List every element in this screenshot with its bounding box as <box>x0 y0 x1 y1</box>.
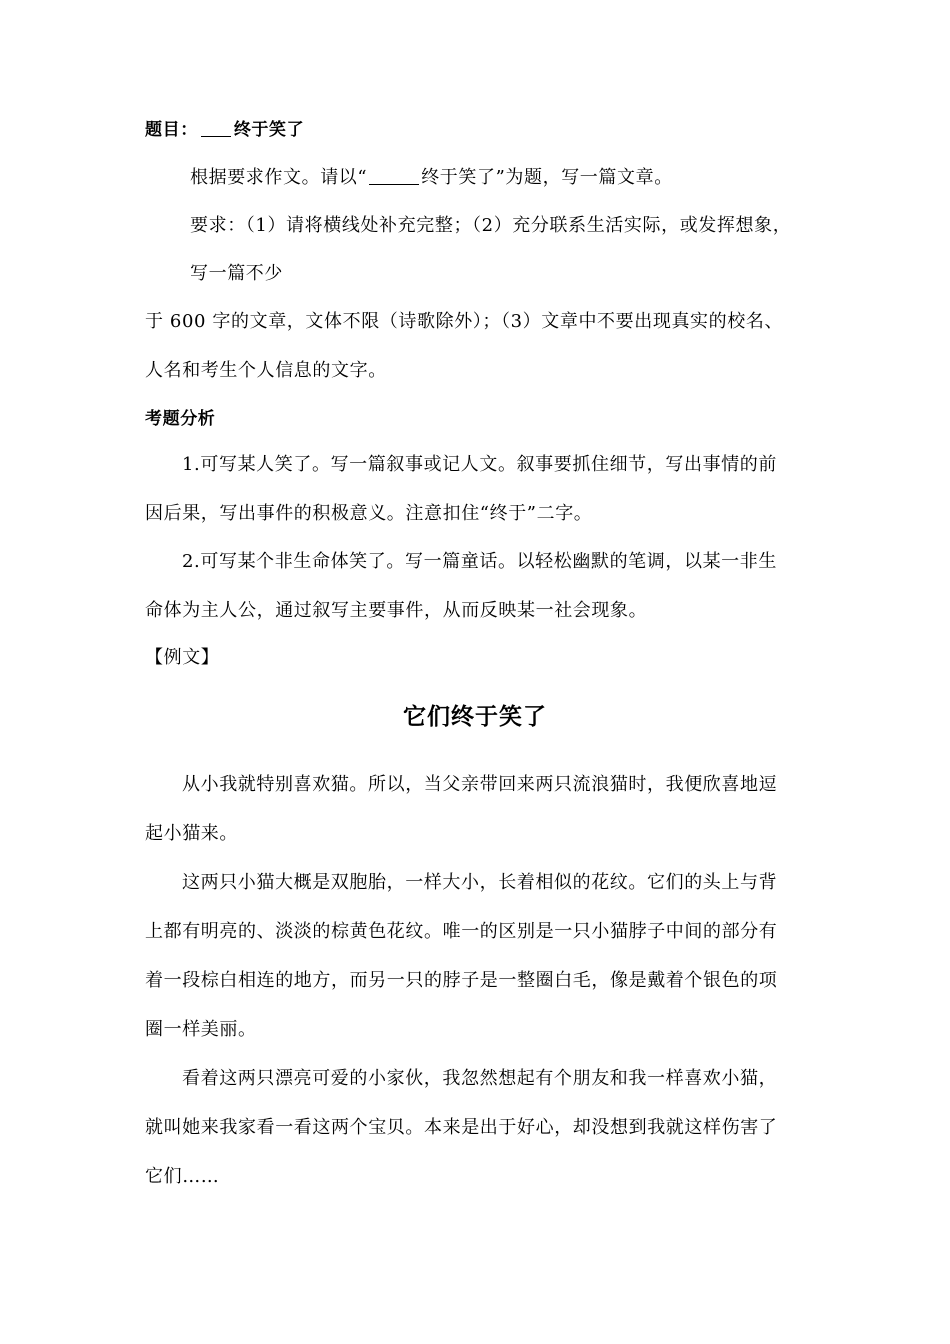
analysis-heading: 考题分析 <box>145 409 216 429</box>
requirements-line-1: 要求：（1）请将横线处补充完整；（2）充分联系生活实际，或发挥想象， <box>190 215 792 236</box>
requirements-line-3: 于 600 字的文章，文体不限（诗歌除外）；（3）文章中不要出现真实的校名、 <box>145 311 784 332</box>
prompt-title-suffix: 终于笑了 <box>233 120 305 140</box>
example-label: 【例文】 <box>145 647 220 668</box>
prompt-title-label: 题目： <box>145 120 198 140</box>
analysis-point1-line1: 1.可写某人笑了。写一篇叙事或记人文。叙事要抓住细节，写出事情的前 <box>182 454 777 475</box>
requirements-line-2: 写一篇不少 <box>190 263 283 284</box>
essay-p2-line4: 圈一样美丽。 <box>145 1019 257 1040</box>
essay-p3-line1: 看着这两只漂亮可爱的小家伙，我忽然想起有个朋友和我一样喜欢小猫， <box>182 1068 778 1089</box>
essay-p2-line1: 这两只小猫大概是双胞胎，一样大小，长着相似的花纹。它们的头上与背 <box>182 872 778 893</box>
essay-p2-line3: 着一段棕白相连的地方，而另一只的脖子是一整圈白毛，像是戴着个银色的项 <box>145 970 778 991</box>
essay-p3-line3: 它们…… <box>145 1166 220 1187</box>
essay-p1-line1: 从小我就特别喜欢猫。所以，当父亲带回来两只流浪猫时，我便欣喜地逗 <box>182 774 778 795</box>
essay-p3-line2: 就叫她来我家看一看这两个宝贝。本来是出于好心，却没想到我就这样伤害了 <box>145 1117 778 1138</box>
prompt-title <box>145 118 304 142</box>
prompt-instruction <box>190 166 673 190</box>
analysis-point2-line1: 2.可写某个非生命体笑了。写一篇童话。以轻松幽默的笔调，以某一非生 <box>182 551 777 572</box>
essay-title: 它们终于笑了 <box>403 704 547 730</box>
analysis-point2-line2: 命体为主人公，通过叙写主要事件，从而反映某一社会现象。 <box>145 600 648 621</box>
requirements-line-4: 人名和考生个人信息的文字。 <box>145 360 387 381</box>
instruction-prefix: 根据要求作文。请以“ <box>190 167 368 188</box>
essay-p2-line2: 上都有明亮的、淡淡的棕黄色花纹。唯一的区别是一只小猫脖子中间的部分有 <box>145 921 778 942</box>
essay-p1-line2: 起小猫来。 <box>145 823 238 844</box>
instruction-suffix: 终于笑了”为题，写一篇文章。 <box>421 167 673 188</box>
instruction-blank-line <box>369 166 419 185</box>
title-blank-line <box>201 118 231 137</box>
analysis-point1-line2: 因后果，写出事件的积极意义。注意扣住“终于”二字。 <box>145 503 593 524</box>
